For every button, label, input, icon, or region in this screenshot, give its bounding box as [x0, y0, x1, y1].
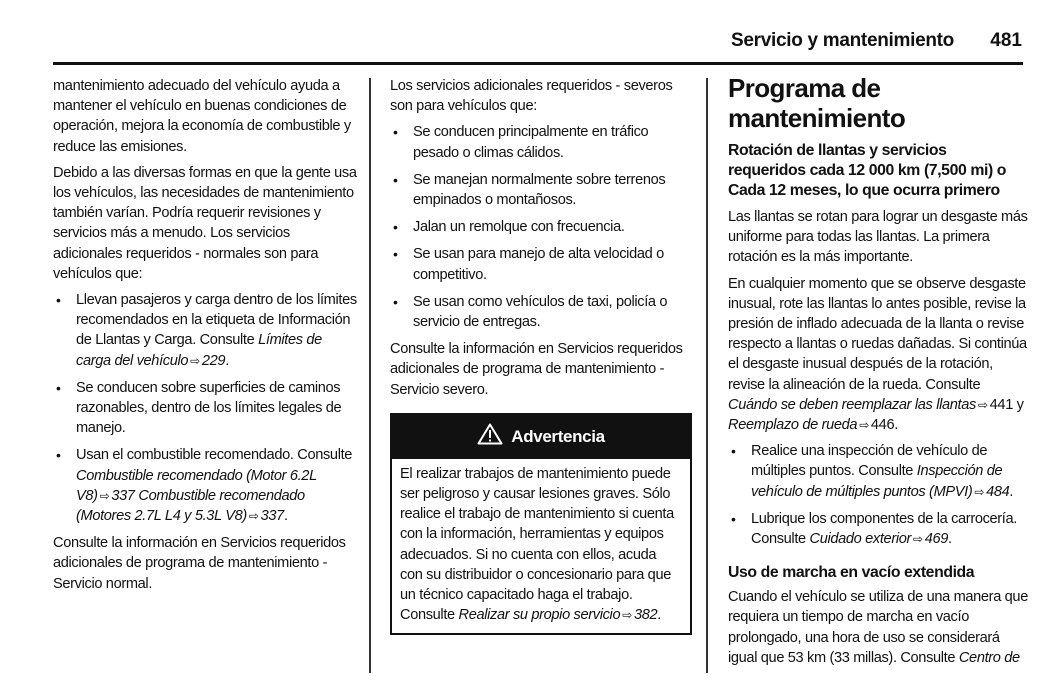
page-reference[interactable]: 337 — [111, 487, 135, 504]
paragraph: Consulte la información en Servicios requeridos adicionales de programa de mantenimiento - Servicio normal. — [53, 535, 346, 592]
bullet-icon: • — [393, 293, 398, 310]
subsection-heading: Rotación de llantas y servicios requeridos cada 12 000 km (7,500 mi) o Cada 12 meses, lo que ocurra primero — [728, 142, 1007, 199]
warning-header — [392, 415, 690, 459]
page-reference[interactable]: 441 — [989, 396, 1013, 413]
list-item: • Jalan un remolque con frecuencia. — [390, 217, 690, 237]
column-divider-1 — [369, 78, 371, 673]
paragraph: Los servicios adicionales requeridos - severos son para vehículos que: — [390, 78, 673, 115]
xref-arrow-icon: ⇨ — [622, 608, 632, 623]
warning-body: El realizar trabajos de mantenimiento puede ser peligroso y causar lesiones graves. Sólo realice el trabajo de mantenimiento si cuenta con la información, herramientas y equipos adecuados. Si no cuenta con ellos, acuda con su distribuidor o concesionario para que un técnico capacitado haga el trabajo. Consulte Realizar su propio servicio ⇨ 382. — [400, 465, 674, 624]
xref-arrow-icon: ⇨ — [99, 488, 110, 503]
subsection-heading: Uso de marcha en vacío extendida — [728, 564, 975, 582]
paragraph: En cualquier momento que se observe desgaste inusual, rote las llantas lo antes posible, revise la presión de inflado adecuada de la llanta o revise respecto a llantas o ruedas dañadas. Si continúa el desgaste inusual después de la rotación, revise la alineación de la rueda. Consulte Cuándo se deben reemplazar las llantas ⇨ 441 y Reemplazo de rueda ⇨ 446. — [728, 275, 1027, 434]
bullet-icon: • — [56, 292, 61, 309]
bullet-icon: • — [731, 510, 736, 527]
bullet-icon: • — [731, 443, 736, 460]
xref-arrow-icon: ⇨ — [913, 532, 923, 547]
page-reference[interactable]: 469 — [924, 531, 949, 548]
warning-triangle-icon — [477, 423, 503, 450]
bullet-icon: • — [393, 171, 398, 188]
list-item: • Se conducen principalmente en tráfico pesado o climas cálidos. — [393, 124, 649, 161]
column-1 — [53, 76, 358, 600]
warning-title: Advertencia — [511, 426, 605, 446]
bullet-list — [53, 290, 358, 526]
xref-arrow-icon: ⇨ — [977, 397, 988, 412]
column-3 — [728, 73, 1028, 674]
paragraph: mantenimiento adecuado del vehículo ayuda a mantener el vehículo en buenas condiciones de operación, mejora la economía de combustible y reduce las emisiones. — [53, 78, 351, 155]
paragraph: Las llantas se rotan para lograr un desgaste más uniforme para todas las llantas. La primera rotación es la más importante. — [728, 209, 1028, 266]
cross-reference-link[interactable]: Reemplazo de rueda — [728, 417, 858, 434]
page-reference[interactable]: 446 — [870, 417, 895, 434]
cross-reference-link[interactable]: Combustible recomendado (Motor 6.2L V8) — [76, 467, 317, 504]
bullet-icon: • — [393, 124, 398, 141]
list-item: • Se conducen sobre superficies de caminos razonables, dentro de los límites legales de manejo. — [56, 379, 342, 437]
column-2 — [390, 76, 690, 635]
bullet-list — [390, 122, 690, 332]
paragraph: Consulte la información en Servicios requeridos adicionales de programa de mantenimiento - Servicio severo. — [390, 341, 683, 398]
bullet-list — [728, 441, 1028, 549]
cross-reference-link[interactable]: Límites de carga del vehículo — [76, 332, 322, 369]
page-reference[interactable]: 337 — [260, 508, 284, 525]
section-heading: Programa de mantenimiento — [728, 73, 906, 133]
list-item: • Se usan para manejo de alta velocidad o competitivo. — [393, 246, 664, 283]
xref-arrow-icon: ⇨ — [974, 484, 985, 499]
warning-box — [390, 413, 692, 636]
cross-reference-link[interactable]: Realizar su propio servicio — [458, 607, 621, 624]
list-item: • Se usan como vehículos de taxi, policía o servicio de entregas. — [393, 293, 668, 331]
bullet-icon: • — [393, 246, 398, 263]
list-item: • Llevan pasajeros y carga dentro de los límites recomendados en la etiqueta de Información de Llantas y Carga. Consulte Límites de carga del vehículo ⇨ 229. — [56, 292, 357, 369]
section-title: Servicio y mantenimiento — [731, 30, 954, 51]
cross-reference-link[interactable]: Combustible recomendado (Motores 2.7L L4 y 5.3L V8) — [76, 487, 305, 525]
xref-arrow-icon: ⇨ — [248, 509, 259, 524]
bullet-icon: • — [393, 219, 398, 236]
bullet-icon: • — [56, 379, 61, 396]
paragraph: Cuando el vehículo se utiliza de una manera que requiera un tiempo de marcha en vacío prolongado, una hora de uso se considerará igual que 53 km (33 millas). Consulte Centro de — [728, 589, 1028, 666]
page-reference[interactable]: 382 — [633, 607, 658, 624]
cross-reference-link[interactable]: Cuidado exterior — [809, 531, 911, 548]
list-item: • Lubrique los componentes de la carrocería. Consulte Cuidado exterior ⇨ 469. — [731, 510, 1017, 548]
page-reference[interactable]: 484 — [986, 483, 1010, 500]
column-divider-2 — [706, 78, 708, 673]
cross-reference-link[interactable]: Inspección de vehículo de múltiples puntos (MPVI) — [751, 463, 1003, 500]
list-item: • Usan el combustible recomendado. Consulte Combustible recomendado (Motor 6.2L V8) ⇨ 337 Combustible recomendado (Motores 2.7L L4 y 5.3L V8) ⇨ 337. — [56, 447, 353, 525]
header-rule — [53, 62, 1023, 65]
xref-arrow-icon: ⇨ — [190, 353, 200, 368]
page-reference[interactable]: 229 — [201, 352, 226, 369]
cross-reference-link[interactable]: Cuándo se deben reemplazar las llantas — [728, 396, 976, 413]
xref-arrow-icon: ⇨ — [859, 418, 869, 433]
paragraph: Debido a las diversas formas en que la gente usa los vehículos, las necesidades de mantenimiento también varían. Podría requerir revisiones y servicios más a menudo. Los servicios adicionales requeridos - normales son para vehículos que: — [53, 164, 357, 282]
list-item: • Se manejan normalmente sobre terrenos empinados o montañosos. — [393, 171, 666, 209]
bullet-icon: • — [56, 447, 61, 464]
cross-reference-link[interactable]: Centro de — [958, 649, 1020, 666]
list-item: • Realice una inspección de vehículo de múltiples puntos. Consulte Inspección de vehículo de múltiples puntos (MPVI) ⇨ 484. — [731, 443, 1014, 500]
page-number: 481 — [990, 30, 1022, 51]
